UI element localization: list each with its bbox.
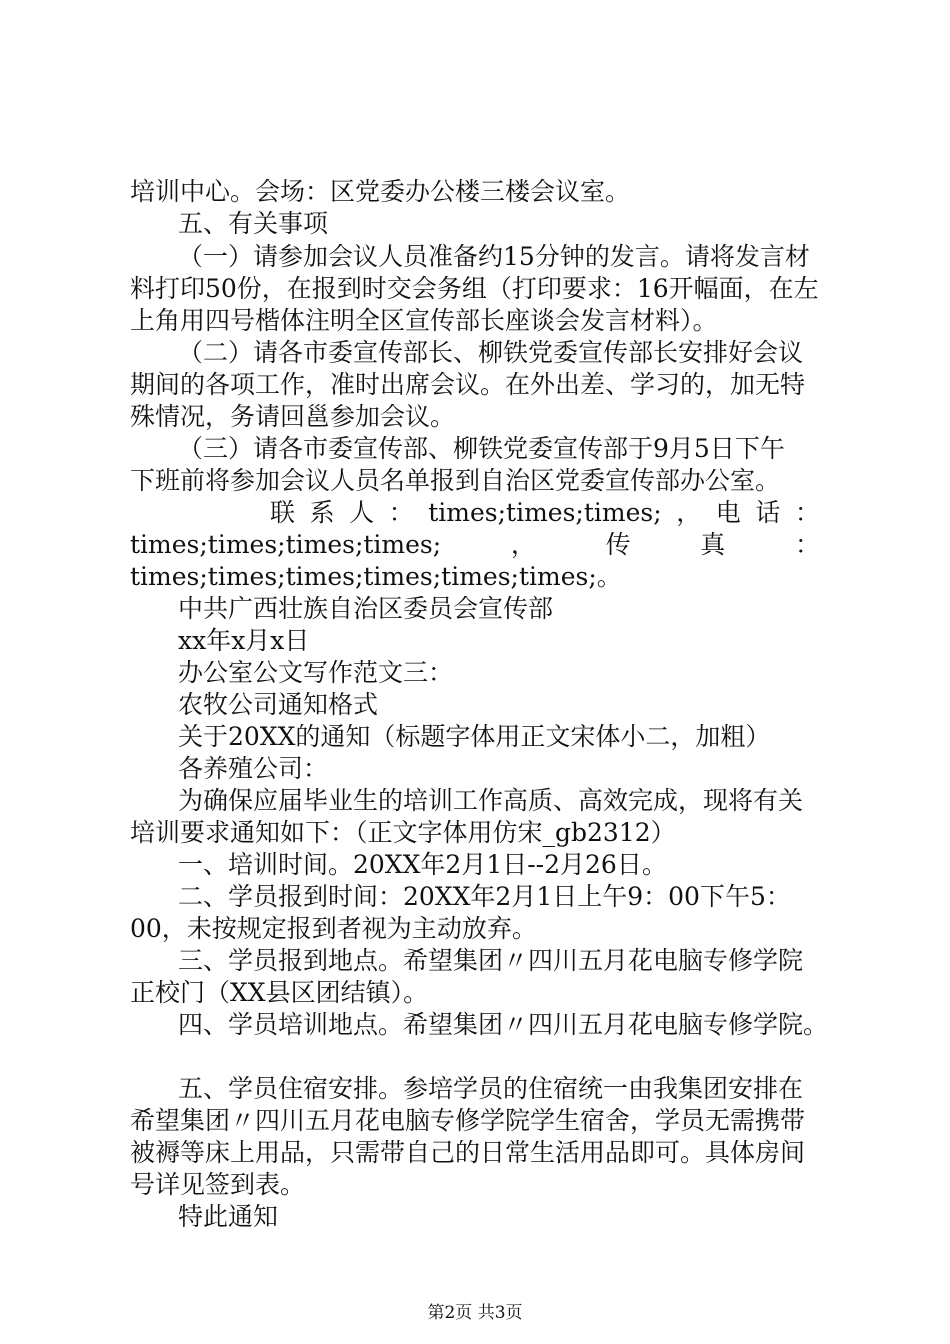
closing-remark: 特此通知 xyxy=(178,1202,279,1231)
item-registration-time-1: 二、学员报到时间：20XX年2月1日上午9：00下午5： xyxy=(178,882,791,911)
body-line-4: 料打印50份，在报到时交会务组（打印要求：16开幅面，在左 xyxy=(130,274,819,303)
contact-word: 联 xyxy=(270,498,296,527)
item-accommodation-4: 号详见签到表。 xyxy=(130,1170,306,1199)
body-line-3: （一）请参加会议人员准备约15分钟的发言。请将发言材 xyxy=(178,242,810,271)
body-line-6: （二）请各市委宣传部长、柳铁党委宣传部长安排好会议 xyxy=(178,338,804,367)
contact-word: ： xyxy=(794,530,820,559)
contact-word: 电 xyxy=(715,498,741,527)
issuer-name: 中共广西壮族自治区委员会宣传部 xyxy=(178,594,554,623)
item-training-place: 四、学员培训地点。希望集团〃四川五月花电脑专修学院。 xyxy=(178,1010,829,1039)
notice-recipient: 各养殖公司： xyxy=(178,754,329,783)
contact-line-3: times;times;times;times;times;times;。 xyxy=(130,562,622,591)
contact-word: times;times;times; xyxy=(428,498,662,527)
contact-word: ： xyxy=(794,498,820,527)
body-line-intro-1: 为确保应届毕业生的培训工作高质、高效完成，现将有关 xyxy=(178,786,804,815)
contact-word: 话 xyxy=(755,498,781,527)
body-line-5: 上角用四号楷体注明全区宣传部长座谈会发言材料）。 xyxy=(130,306,718,335)
notice-title: 关于20XX的通知（标题字体用正文宋体小二，加粗） xyxy=(178,722,771,751)
notice-format-title: 农牧公司通知格式 xyxy=(178,690,379,719)
body-line-intro-2: 培训要求通知如下：（正文字体用仿宋_gb2312） xyxy=(130,818,676,847)
item-accommodation-1: 五、学员住宿安排。参培学员的住宿统一由我集团安排在 xyxy=(178,1074,804,1103)
item-registration-place-2: 正校门（XX县区团结镇）。 xyxy=(130,978,429,1007)
item-registration-time-2: 00，未按规定报到者视为主动放弃。 xyxy=(130,914,537,943)
contact-word: 系 xyxy=(309,498,335,527)
item-accommodation-2: 希望集团〃四川五月花电脑专修学院学生宿舍，学员无需携带 xyxy=(130,1106,806,1135)
contact-word: times;times;times;times; xyxy=(130,530,442,559)
contact-word: ， xyxy=(676,498,702,527)
page-footer: 第2页 共3页 xyxy=(427,1303,523,1323)
issue-date: xx年x月x日 xyxy=(178,626,310,655)
item-accommodation-3: 被褥等床上用品，只需带自己的日常生活用品即可。具体房间 xyxy=(130,1138,806,1167)
item-training-time: 一、培训时间。20XX年2月1日--2月26日。 xyxy=(178,850,667,879)
contact-word: ， xyxy=(510,530,536,559)
contact-word: 传 xyxy=(605,530,631,559)
sample-heading: 办公室公文写作范文三： xyxy=(178,658,454,687)
contact-line-1 xyxy=(270,496,820,530)
body-line-8: 殊情况，务请回邕参加会议。 xyxy=(130,402,456,431)
body-line-1: 培训中心。会场：区党委办公楼三楼会议室。 xyxy=(130,177,631,206)
item-registration-place-1: 三、学员报到地点。希望集团〃四川五月花电脑专修学院 xyxy=(178,946,804,975)
contact-word: ： xyxy=(388,498,414,527)
contact-word: 真 xyxy=(700,530,726,559)
body-line-9: （三）请各市委宣传部、柳铁党委宣传部于9月5日下午 xyxy=(178,434,785,463)
section-heading-5: 五、有关事项 xyxy=(178,209,329,238)
contact-word: 人 xyxy=(349,498,375,527)
body-line-7: 期间的各项工作，准时出席会议。在外出差、学习的，加无特 xyxy=(130,370,806,399)
body-line-10: 下班前将参加会议人员名单报到自治区党委宣传部办公室。 xyxy=(130,466,781,495)
contact-line-2 xyxy=(130,528,820,562)
